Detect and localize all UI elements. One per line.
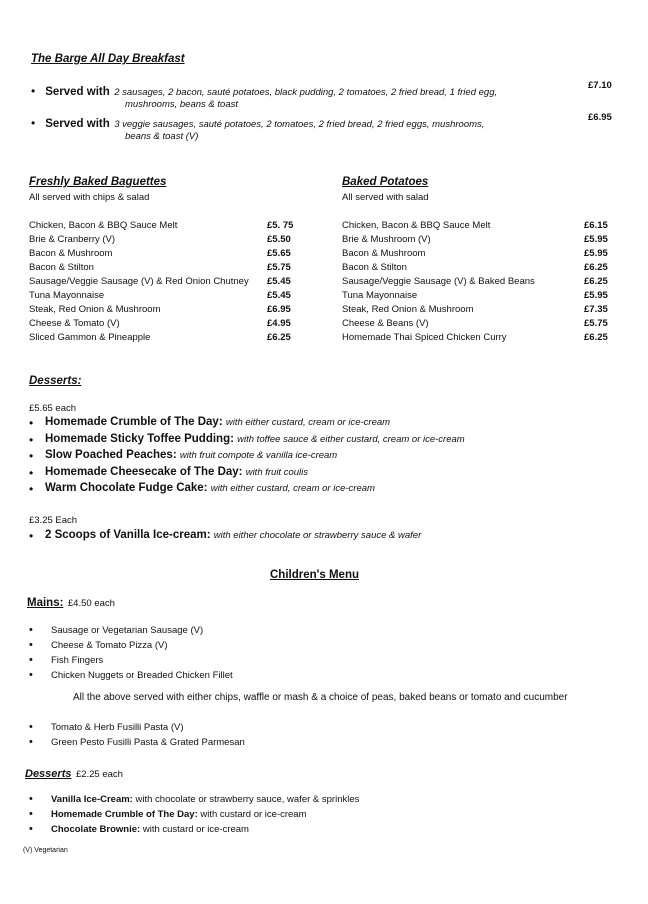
footnote: (V) Vegetarian <box>23 847 68 854</box>
menu-item-price: £6.25 <box>584 332 608 343</box>
menu-item-name: Brie & Mushroom (V) <box>342 234 431 245</box>
menu-item-price: £5. 75 <box>267 220 294 231</box>
dessert-desc: with either custard, cream or ice-cream <box>210 483 375 494</box>
children-dessert-name: Homemade Crumble of The Day: <box>51 809 198 820</box>
children-dessert-name: Chocolate Brownie: <box>51 824 141 835</box>
baguettes-subtitle: All served with chips & salad <box>29 192 150 203</box>
bullet-icon: • <box>29 482 34 496</box>
bullet-icon: • <box>29 823 33 835</box>
menu-item-name: Steak, Red Onion & Mushroom <box>342 304 474 315</box>
bullet-icon: • <box>29 529 34 543</box>
menu-row <box>29 332 299 346</box>
children-desserts-label: Desserts <box>25 768 72 780</box>
menu-item-price: £7.35 <box>584 304 608 315</box>
dessert-desc: with toffee sauce & either custard, cream or ice-cream <box>237 433 465 445</box>
dessert-name: Homemade Sticky Toffee Pudding: <box>45 432 234 445</box>
menu-item-price: £5.95 <box>584 290 608 301</box>
baguettes-title: Freshly Baked Baguettes <box>29 176 167 188</box>
children-dessert-item <box>29 824 359 839</box>
children-item-name: Cheese & Tomato Pizza (V) <box>51 640 168 651</box>
menu-row <box>29 290 299 304</box>
potatoes-title: Baked Potatoes <box>342 176 429 188</box>
breakfast-item-desc: 3 veggie sausages, sauté potatoes, 2 tomatoes, 2 fried bread, 2 fried eggs, mushrooms, <box>114 119 485 130</box>
dessert-item <box>29 529 421 546</box>
desserts-list-1 <box>29 416 465 499</box>
children-item <box>29 722 245 737</box>
breakfast-item-1 <box>31 82 497 100</box>
menu-item-name: Tuna Mayonnaise <box>29 290 105 301</box>
menu-item-price: £5.65 <box>267 248 291 259</box>
children-mains-price: £4.50 each <box>67 598 115 609</box>
dessert-name: Slow Poached Peaches: <box>45 449 177 461</box>
bullet-icon: • <box>29 432 34 447</box>
breakfast-price-1: £7.10 <box>588 80 612 91</box>
dessert-name: Homemade Crumble of The Day: <box>45 416 223 428</box>
menu-row <box>342 234 614 248</box>
bullet-icon: • <box>29 721 33 733</box>
desserts-price-1: £5.65 each <box>29 403 77 414</box>
menu-item-price: £5.45 <box>267 290 291 301</box>
children-item <box>29 670 233 685</box>
menu-row <box>342 304 614 318</box>
children-mains-list-2 <box>29 722 245 752</box>
bullet-icon: • <box>29 793 33 805</box>
children-dessert-name: Vanilla Ice-Cream: <box>51 794 133 805</box>
menu-item-price: £5.75 <box>267 262 291 273</box>
menu-item-price: £5.45 <box>267 276 291 287</box>
dessert-item <box>29 416 465 433</box>
dessert-desc: with fruit compote & vanilla ice-cream <box>179 450 338 461</box>
menu-row <box>29 248 299 262</box>
menu-row <box>342 290 614 304</box>
children-mains-list-1 <box>29 625 233 685</box>
menu-item-name: Bacon & Mushroom <box>29 248 113 259</box>
dessert-name: Warm Chocolate Fudge Cake: <box>45 482 208 494</box>
dessert-desc: with either chocolate or strawberry sauce & wafer <box>213 530 422 541</box>
children-dessert-item <box>29 809 359 824</box>
bullet-icon: • <box>31 116 36 130</box>
breakfast-item-desc-cont: beans & toast (V) <box>125 131 199 142</box>
children-dessert-item <box>29 794 359 809</box>
children-dessert-desc: with custard or ice-cream <box>142 824 249 835</box>
menu-item-price: £4.95 <box>267 318 291 329</box>
menu-row <box>342 332 614 346</box>
menu-item-price: £6.25 <box>584 276 608 287</box>
children-item <box>29 625 233 640</box>
menu-row <box>29 262 299 276</box>
menu-item-price: £5.75 <box>584 318 608 329</box>
breakfast-item-2 <box>31 114 484 132</box>
breakfast-price-2: £6.95 <box>588 112 612 123</box>
bullet-icon: • <box>29 808 33 820</box>
bullet-icon: • <box>29 669 33 681</box>
menu-item-name: Bacon & Stilton <box>29 262 94 273</box>
desserts-price-2: £3.25 Each <box>29 515 78 526</box>
bullet-icon: • <box>29 639 33 651</box>
menu-row <box>29 220 299 234</box>
bullet-icon: • <box>29 449 34 463</box>
children-dessert-desc: with chocolate or strawberry sauce, wafer & sprinkles <box>135 794 360 805</box>
menu-row <box>29 304 299 318</box>
menu-item-name: Bacon & Mushroom <box>342 248 426 259</box>
children-mains-heading <box>27 593 115 611</box>
potatoes-list <box>342 220 614 346</box>
breakfast-item-label: Served with <box>45 86 110 98</box>
menu-row <box>342 220 614 234</box>
dessert-desc: with fruit coulis <box>245 466 309 478</box>
dessert-desc: with either custard, cream or ice-cream <box>225 417 391 428</box>
children-title: Children's Menu <box>270 569 359 581</box>
desserts-title: Desserts: <box>29 375 82 387</box>
menu-item-name: Cheese & Beans (V) <box>342 318 429 329</box>
menu-row <box>342 318 614 332</box>
dessert-item <box>29 466 465 483</box>
menu-item-price: £6.15 <box>584 220 608 231</box>
children-item <box>29 655 233 670</box>
menu-item-name: Brie & Cranberry (V) <box>29 234 116 245</box>
dessert-item <box>29 449 465 466</box>
menu-item-price: £5.95 <box>584 234 608 245</box>
children-desserts-list <box>29 794 359 839</box>
children-item-name: Tomato & Herb Fusilli Pasta (V) <box>51 722 184 733</box>
bullet-icon: • <box>29 465 34 480</box>
menu-row <box>29 318 299 332</box>
menu-item-name: Cheese & Tomato (V) <box>29 318 120 329</box>
menu-row <box>29 276 299 290</box>
children-item <box>29 737 245 752</box>
breakfast-item-label: Served with <box>45 118 110 130</box>
bullet-icon: • <box>31 84 36 98</box>
menu-item-price: £6.25 <box>584 262 608 273</box>
children-item-name: Chicken Nuggets or Breaded Chicken Fillet <box>51 670 233 681</box>
dessert-item <box>29 433 465 450</box>
bullet-icon: • <box>29 416 34 430</box>
bullet-icon: • <box>29 736 33 748</box>
menu-item-name: Homemade Thai Spiced Chicken Curry <box>342 332 507 343</box>
children-item <box>29 640 233 655</box>
menu-item-name: Bacon & Stilton <box>342 262 407 273</box>
potatoes-subtitle: All served with salad <box>342 192 429 203</box>
menu-item-name: Sliced Gammon & Pineapple <box>29 332 151 343</box>
menu-item-price: £5.50 <box>267 234 291 245</box>
bullet-icon: • <box>29 624 33 636</box>
dessert-name: Homemade Cheesecake of The Day: <box>45 465 243 478</box>
children-dessert-desc: with custard or ice-cream <box>200 809 307 820</box>
children-mains-label: Mains: <box>27 597 64 609</box>
children-item-name: Fish Fingers <box>51 655 104 666</box>
desserts-list-2 <box>29 529 421 546</box>
children-desserts-price: £2.25 each <box>75 769 123 780</box>
menu-item-name: Chicken, Bacon & BBQ Sauce Melt <box>342 220 491 231</box>
bullet-icon: • <box>29 654 33 666</box>
children-desserts-heading <box>25 764 123 782</box>
menu-item-price: £6.25 <box>267 332 291 343</box>
dessert-item <box>29 482 465 499</box>
menu-item-name: Tuna Mayonnaise <box>342 290 418 301</box>
menu-item-price: £5.95 <box>584 248 608 259</box>
dessert-name: 2 Scoops of Vanilla Ice-cream: <box>45 529 211 541</box>
menu-item-name: Sausage/Veggie Sausage (V) & Baked Beans <box>342 276 535 287</box>
menu-item-name: Steak, Red Onion & Mushroom <box>29 304 161 315</box>
menu-row <box>342 276 614 290</box>
menu-item-price: £6.95 <box>267 304 291 315</box>
menu-row <box>29 234 299 248</box>
breakfast-item-desc-cont: mushrooms, beans & toast <box>125 99 238 110</box>
menu-item-name: Sausage/Veggie Sausage (V) & Red Onion Chutney <box>29 276 249 287</box>
menu-row <box>342 262 614 276</box>
breakfast-title: The Barge All Day Breakfast <box>31 53 185 65</box>
menu-item-name: Chicken, Bacon & BBQ Sauce Melt <box>29 220 178 231</box>
breakfast-item-desc: 2 sausages, 2 bacon, sauté potatoes, black pudding, 2 tomatoes, 2 fried bread, 1 fried egg, <box>114 87 498 98</box>
children-item-name: Green Pesto Fusilli Pasta & Grated Parmesan <box>51 737 245 748</box>
baguettes-list <box>29 220 299 346</box>
children-item-name: Sausage or Vegetarian Sausage (V) <box>51 625 204 636</box>
menu-row <box>342 248 614 262</box>
children-served-note: All the above served with either chips, waffle or mash & a choice of peas, baked beans or tomato and cucumber <box>73 692 568 703</box>
